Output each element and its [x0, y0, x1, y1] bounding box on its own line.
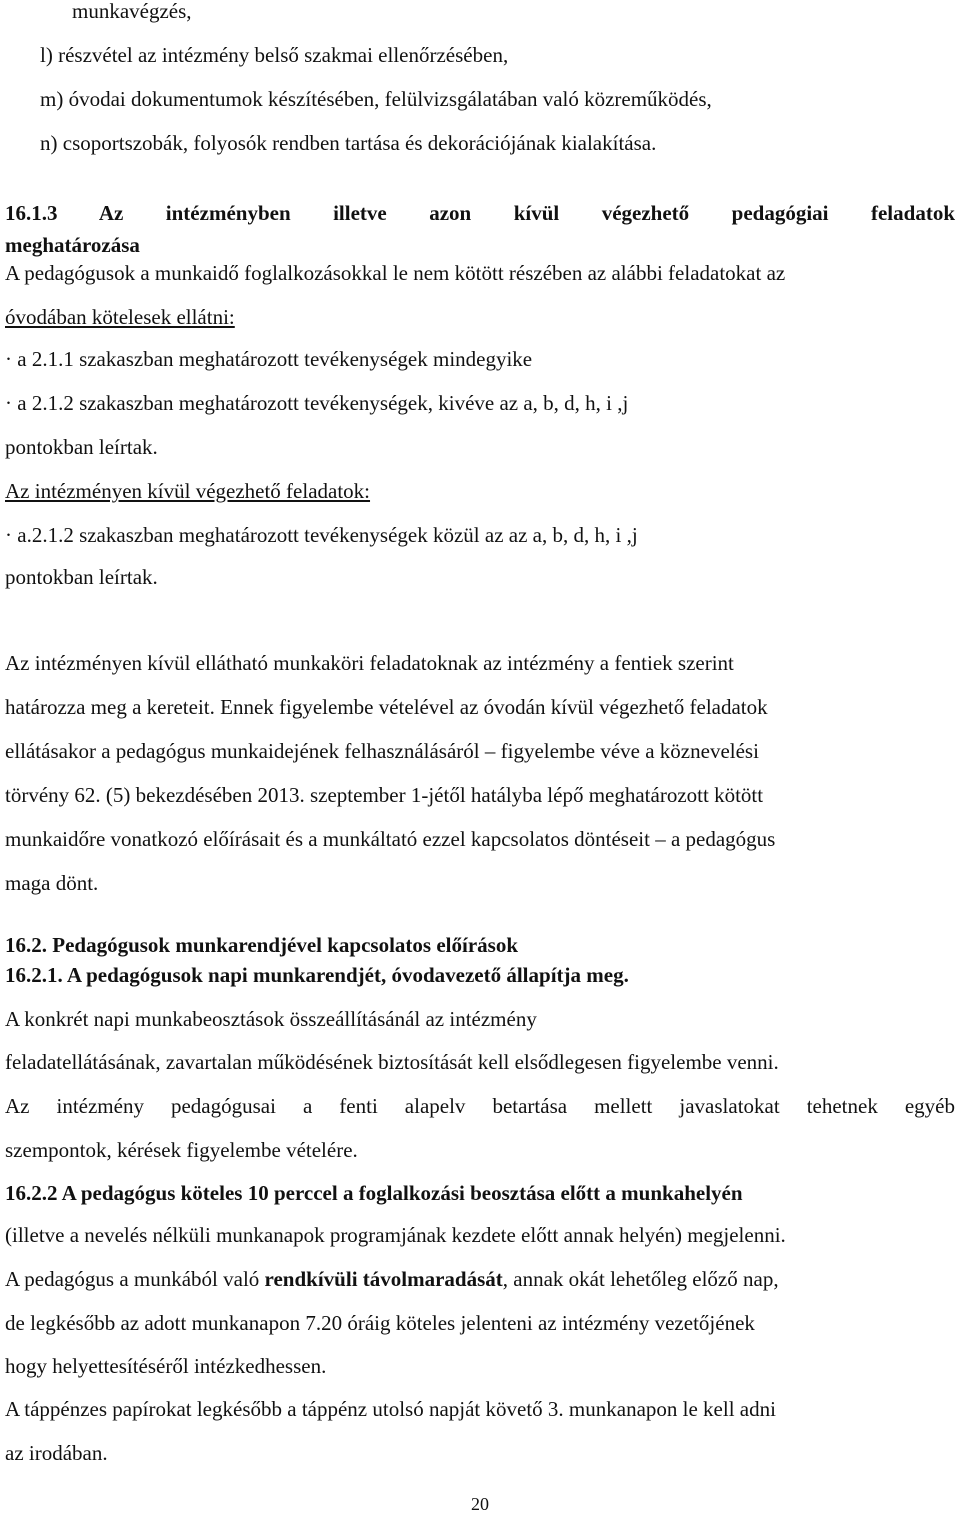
paragraph-line: határozza meg a kereteit. Ennek figyelembe vételével az óvodán kívül végezhető feladatok	[5, 695, 768, 719]
paragraph-line: maga dönt.	[5, 871, 99, 895]
list-continuation: munkavégzés,	[72, 0, 192, 23]
paragraph-line: szempontok, kérések figyelembe vételére.	[5, 1138, 358, 1162]
paragraph-line: A táppénzes papírokat legkésőbb a táppénz utolsó napját követő 3. munkanapon le kell adni	[5, 1397, 776, 1421]
paragraph-line: az irodában.	[5, 1441, 108, 1465]
paragraph-line: de legkésőbb az adott munkanapon 7.20 óráig köteles jelenteni az intézmény vezetőjének	[5, 1311, 755, 1335]
bold-emphasis: rendkívüli távolmaradását	[264, 1267, 503, 1291]
section-heading-16-2-2: 16.2.2 A pedagógus köteles 10 perccel a foglalkozási beosztása előtt a munkahelyén	[5, 1181, 743, 1205]
paragraph-line: A pedagógusok a munkaidő foglalkozásokkal le nem kötött részében az alábbi feladatokat az	[5, 261, 786, 285]
bullet-item-cont: pontokban leírtak.	[5, 435, 158, 459]
bullet-item-cont: pontokban leírtak.	[5, 565, 158, 589]
paragraph-text: , annak okát lehetőleg előző nap,	[502, 1267, 779, 1291]
section-heading-16-2: 16.2. Pedagógusok munkarendjével kapcsolatos előírások	[5, 933, 518, 957]
paragraph-line: (illetve a nevelés nélküli munkanapok programjának kezdete előtt annak helyén) megjelenni.	[5, 1223, 786, 1247]
list-item-l: l) részvétel az intézmény belső szakmai ellenőrzésében,	[40, 43, 509, 67]
paragraph-line	[5, 1266, 779, 1292]
paragraph-text: A pedagógus a munkából való	[5, 1267, 265, 1291]
list-item-n: n) csoportszobák, folyosók rendben tartása és dekorációjának kialakítása.	[40, 131, 657, 155]
underlined-subheading: Az intézményen kívül végezhető feladatok:	[5, 479, 371, 503]
list-item-m: m) óvodai dokumentumok készítésében, felülvizsgálatában való közreműködés,	[40, 87, 712, 111]
paragraph-line: törvény 62. (5) bekezdésében 2013. szeptember 1-jétől hatályba lépő meghatározott kötött	[5, 783, 764, 807]
paragraph-line: ellátásakor a pedagógus munkaidejének felhasználásáról – figyelembe véve a köznevelési	[5, 739, 759, 763]
bullet-item: · a 2.1.1 szakaszban meghatározott tevékenységek mindegyike	[5, 347, 533, 371]
paragraph-line: A konkrét napi munkabeosztások összeállításánál az intézmény	[5, 1007, 537, 1031]
section-heading-16-1-3: 16.1.3 Az intézményben illetve azon kívül végezhető pedagógiai feladatok	[5, 201, 955, 225]
section-heading-16-1-3-cont: meghatározása	[5, 233, 140, 257]
bullet-item: · a.2.1.2 szakaszban meghatározott tevékenységek közül az az a, b, d, h, i ,j	[5, 523, 638, 547]
paragraph-line: Az intézményen kívül ellátható munkaköri feladatoknak az intézmény a fentiek szerint	[5, 651, 734, 675]
paragraph-line: feladatellátásának, zavartalan működésének biztosítását kell elsődlegesen figyelembe venni.	[5, 1050, 779, 1074]
underlined-subheading: óvodában kötelesek ellátni:	[5, 305, 235, 329]
paragraph-line: munkaidőre vonatkozó előírásait és a munkáltató ezzel kapcsolatos döntéseit – a pedagógus	[5, 827, 776, 851]
paragraph-line: Az intézmény pedagógusai a fenti alapelv betartása mellett javaslatokat tehetnek egyéb	[5, 1094, 955, 1118]
bullet-item: · a 2.1.2 szakaszban meghatározott tevékenységek, kivéve az a, b, d, h, i ,j	[5, 391, 629, 415]
paragraph-line: hogy helyettesítéséről intézkedhessen.	[5, 1354, 327, 1378]
page-number: 20	[471, 1494, 489, 1514]
section-heading-16-2-1: 16.2.1. A pedagógusok napi munkarendjét, óvodavezető állapítja meg.	[5, 963, 629, 987]
